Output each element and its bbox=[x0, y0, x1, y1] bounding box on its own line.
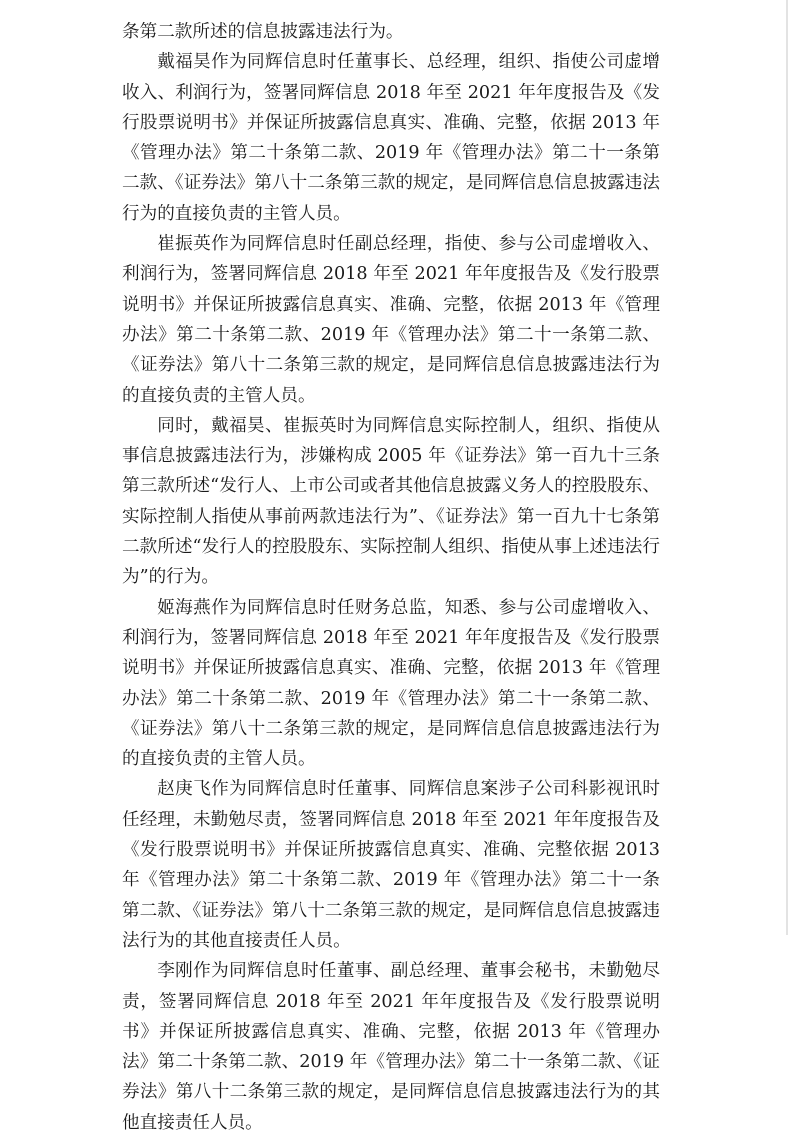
paragraph-ji-haiyan: 姬海燕作为同辉信息时任财务总监，知悉、参与公司虚增收入、利润行为，签署同辉信息 2018 年至 2021 年年度报告及《发行股票说明书》并保证所披露信息真实、准确、完整，依据 2013 年《管理办法》第二十条第二款、2019 年《管理办法》第二十一条第二款、《证券法》第八十二条第三款的规定，是同辉信息信息披露违法行为的直接负责的主管人员。 bbox=[122, 597, 660, 770]
paragraph-continuation: 条第二款所述的信息披露违法行为。 bbox=[122, 22, 404, 42]
page-edge-divider bbox=[786, 0, 788, 935]
paragraph-dai-fuhao: 戴福昊作为同辉信息时任董事长、总经理，组织、指使公司虚增收入、利润行为，签署同辉信息 2018 年至 2021 年年度报告及《发行股票说明书》并保证所披露信息真实、准确、完整，依据 2013 年《管理办法》第二十条第二款、2019 年《管理办法》第二十一条第二款、《证券法》第八十二条第三款的规定，是同辉信息信息披露违法行为的直接负责的主管人员。 bbox=[122, 52, 660, 224]
paragraph-actual-controllers: 同时，戴福昊、崔振英时为同辉信息实际控制人，组织、指使从事信息披露违法行为，涉嫌构成 2005 年《证券法》第一百九十三条第三款所述“发行人、上市公司或者其他信息披露义务人的控股股东、实际控制人指使从事前两款违法行为”、《证券法》第一百九十七条第二款所述“发行人的控股股东、实际控制人组织、指使从事上述违法行为”的行为。 bbox=[122, 415, 660, 588]
paragraph-li-gang: 李刚作为同辉信息时任董事、副总经理、董事会秘书，未勤勉尽责，签署同辉信息 2018 年至 2021 年年度报告及《发行股票说明书》并保证所披露信息真实、准确、完整，依据 2013 年《管理办法》第二十条第二款、2019 年《管理办法》第二十一条第二款、《证券法》第八十二条第三款的规定，是同辉信息信息披露违法行为的其他直接责任人员。 bbox=[122, 961, 660, 1133]
paragraph-cui-zhenying: 崔振英作为同辉信息时任副总经理，指使、参与公司虚增收入、利润行为，签署同辉信息 2018 年至 2021 年年度报告及《发行股票说明书》并保证所披露信息真实、准确、完整，依据 2013 年《管理办法》第二十条第二款、2019 年《管理办法》第二十一条第二款、《证券法》第八十二条第三款的规定，是同辉信息信息披露违法行为的直接负责的主管人员。 bbox=[122, 234, 660, 406]
document-page bbox=[122, 17, 660, 1138]
paragraph-zhao-gengfei: 赵庚飞作为同辉信息时任董事、同辉信息案涉子公司科影视讯时任经理，未勤勉尽责，签署同辉信息 2018 年至 2021 年年度报告及《发行股票说明书》并保证所披露信息真实、准确、完整依据 2013 年《管理办法》第二十条第二款、2019 年《管理办法》第二十一条第二款、《证券法》第八十二条第三款的规定，是同辉信息信息披露违法行为的其他直接责任人员。 bbox=[122, 779, 660, 951]
